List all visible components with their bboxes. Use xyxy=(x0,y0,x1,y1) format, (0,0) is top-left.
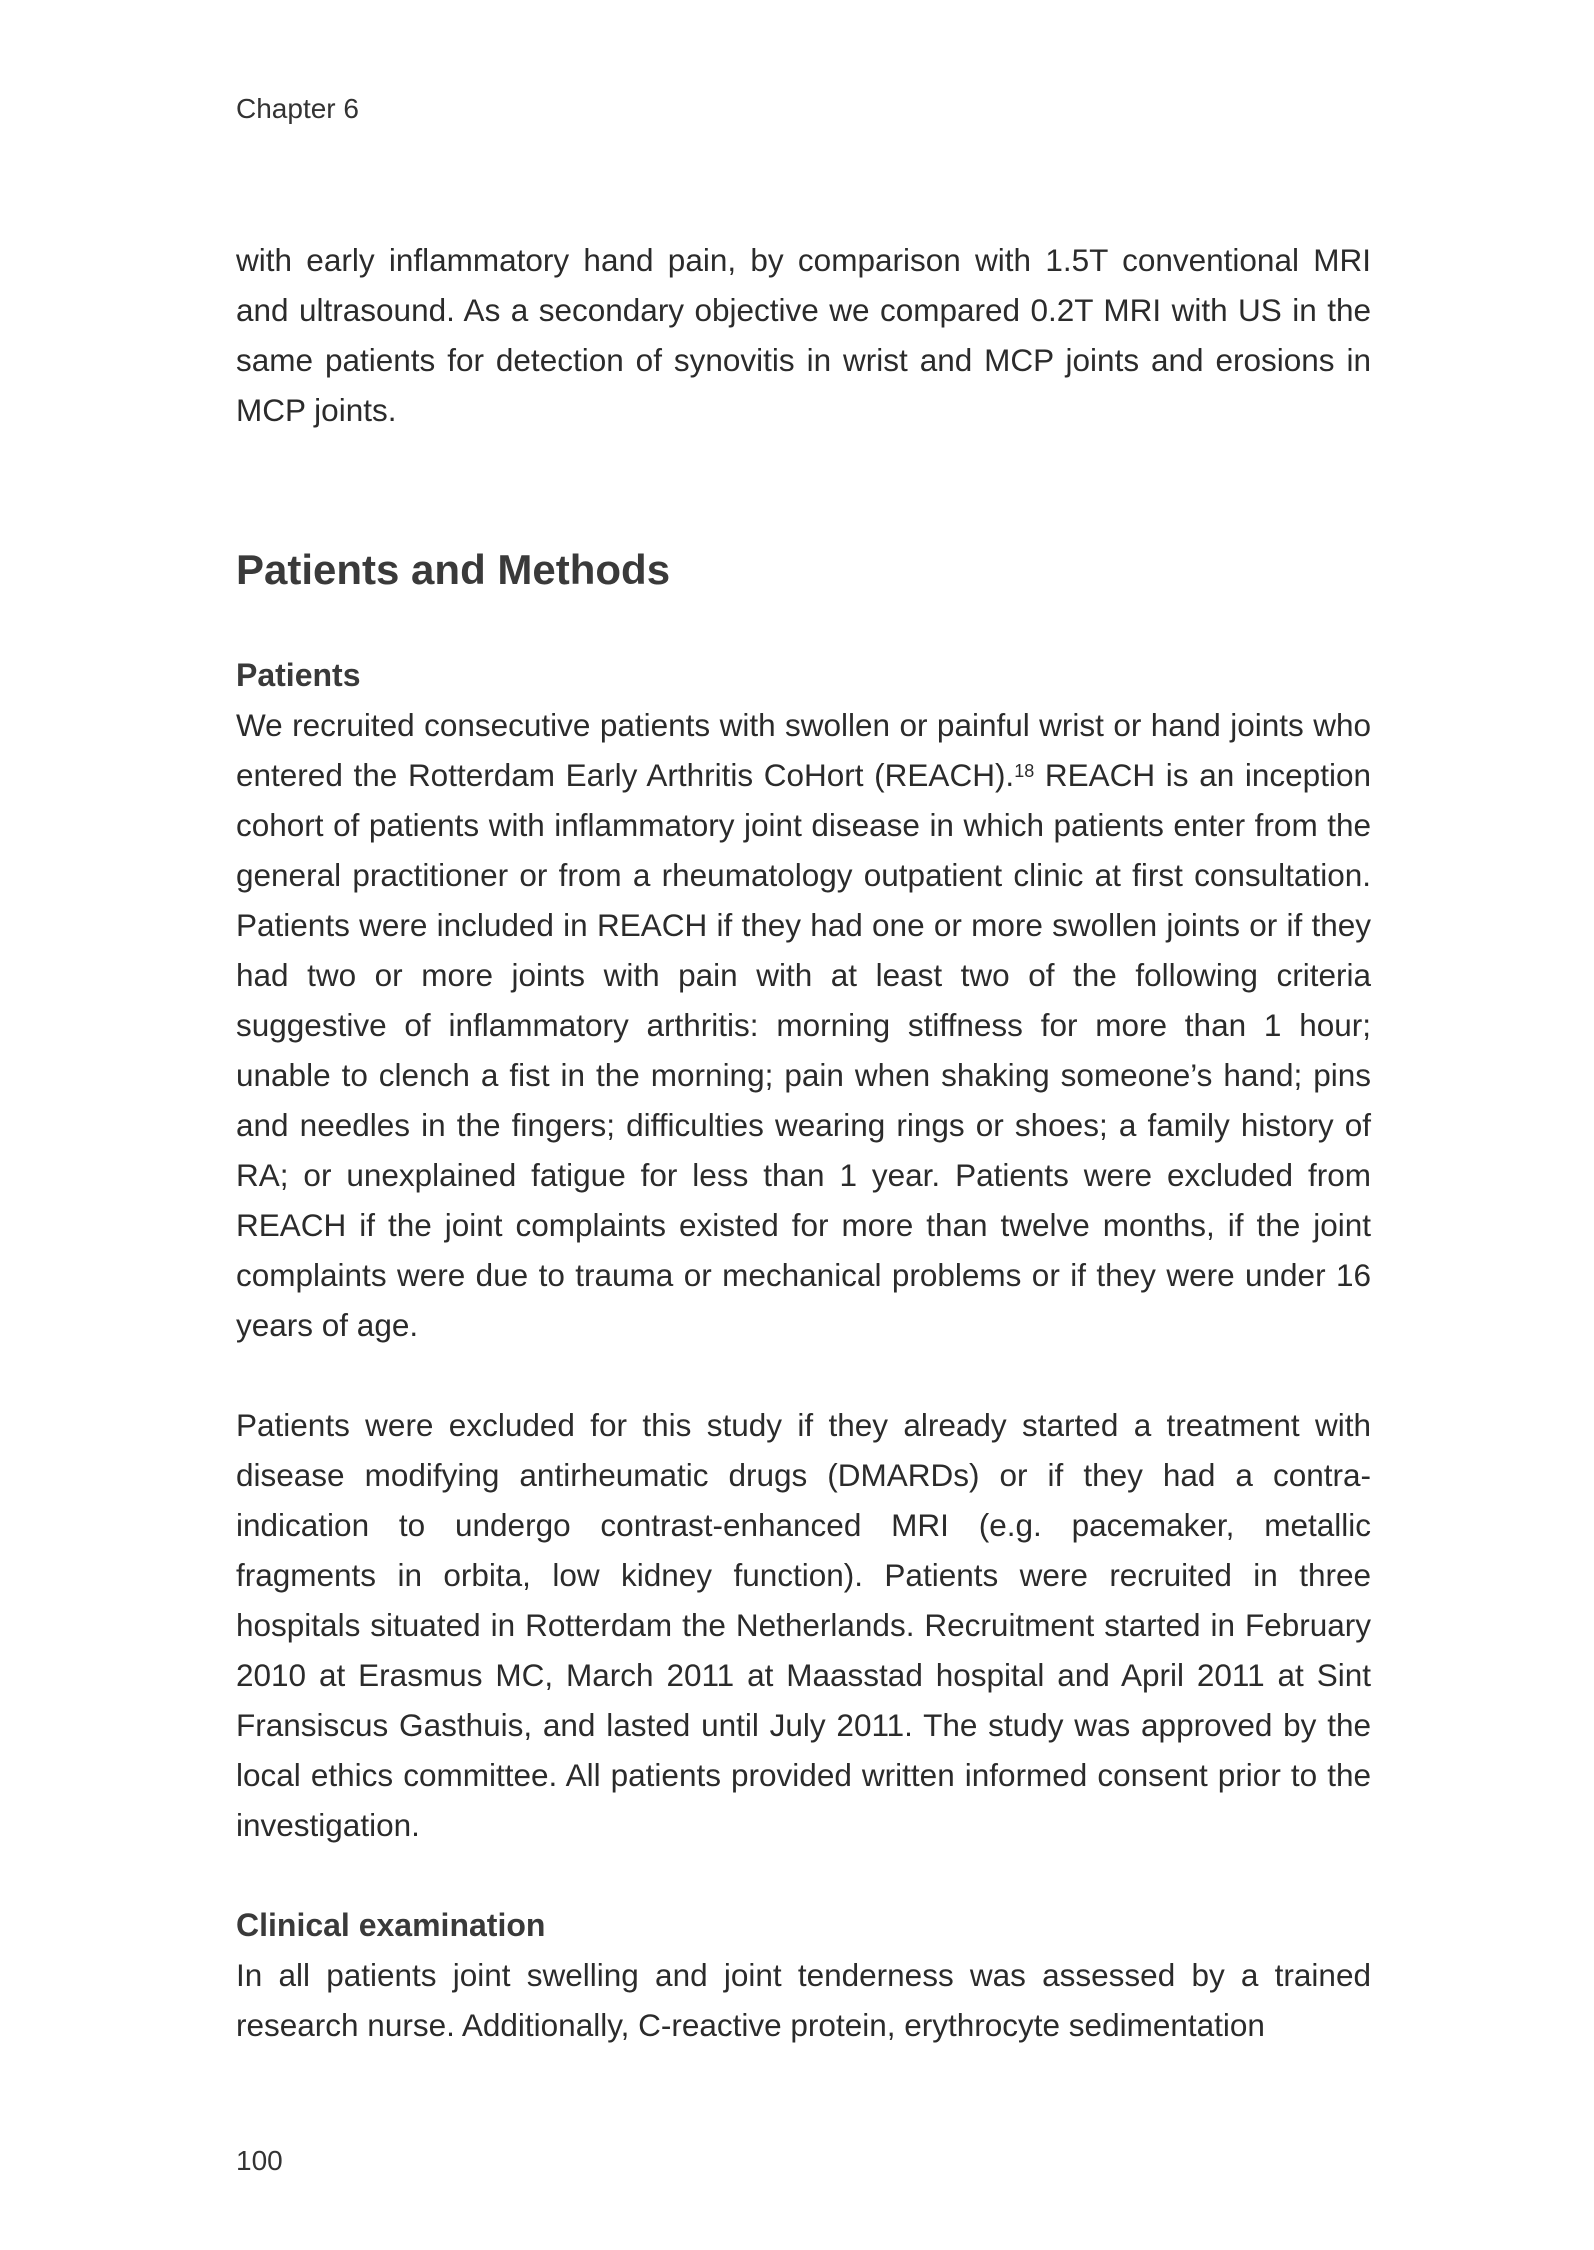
clinical-paragraph-1: In all patients joint swelling and joint tenderness was assessed by a trained research nurse. Additionally, C-reactive protein, erythrocyte sedimentation xyxy=(236,1957,1371,2043)
intro-paragraph: with early inflammatory hand pain, by comparison with 1.5T conventional MRI and ultrasound. As a secondary objective we compared 0.2T MRI with US in the same patients for detection of synovitis in wrist and MCP joints and erosions in MCP joints. xyxy=(236,242,1371,428)
subsection-heading-patients: Patients xyxy=(236,657,361,693)
subsection-heading-clinical: Clinical examination xyxy=(236,1907,546,1943)
running-head: Chapter 6 xyxy=(236,93,359,124)
patients-paragraph-2: Patients were excluded for this study if they already started a treatment with disease modifying antirheumatic drugs (DMARDs) or if they had a contra-indication to undergo contrast-enhanced MRI (e.g. pacemaker, metallic fragments in orbita, low kidney function). Patients were recruited in three hospitals situated in Rotterdam the Netherlands. Recruitment started in February 2010 at Erasmus MC, March 2011 at Maasstad hospital and April 2011 at Sint Fransiscus Gasthuis, and lasted until July 2011. The study was approved by the local ethics committee. All patients provided written informed consent prior to the investigation. xyxy=(236,1407,1371,1843)
patients-paragraph-1-text-b: REACH is an inception cohort of patients with inflammatory joint disease in which patients enter from the general practitioner or from a rheumatology outpatient clinic at first consultation. Patients were included in REACH if they had one or more swollen joints or if they had two or more joints with pain with at least two of the following criteria suggestive of inflammatory arthritis: morning stiffness for more than 1 hour; unable to clench a fist in the morning; pain when shaking someone’s hand; pins and needles in the fingers; difficulties wearing rings or shoes; a family history of RA; or unexplained fatigue for less than 1 year. Patients were excluded from REACH if the joint complaints existed for more than twelve months, if the joint complaints were due to trauma or mechanical problems or if they were under 16 years of age. xyxy=(236,757,1371,1343)
patients-paragraph-1 xyxy=(236,700,1371,1350)
reference-superscript: 18 xyxy=(1014,761,1035,781)
patients-paragraph-1-text-a: We recruited consecutive patients with swollen or painful wrist or hand joints who entered the Rotterdam Early Arthritis CoHort (REACH). xyxy=(236,707,1371,793)
page-number: 100 xyxy=(236,2145,283,2176)
body-content xyxy=(236,235,1371,2050)
section-title: Patients and Methods xyxy=(236,546,671,593)
